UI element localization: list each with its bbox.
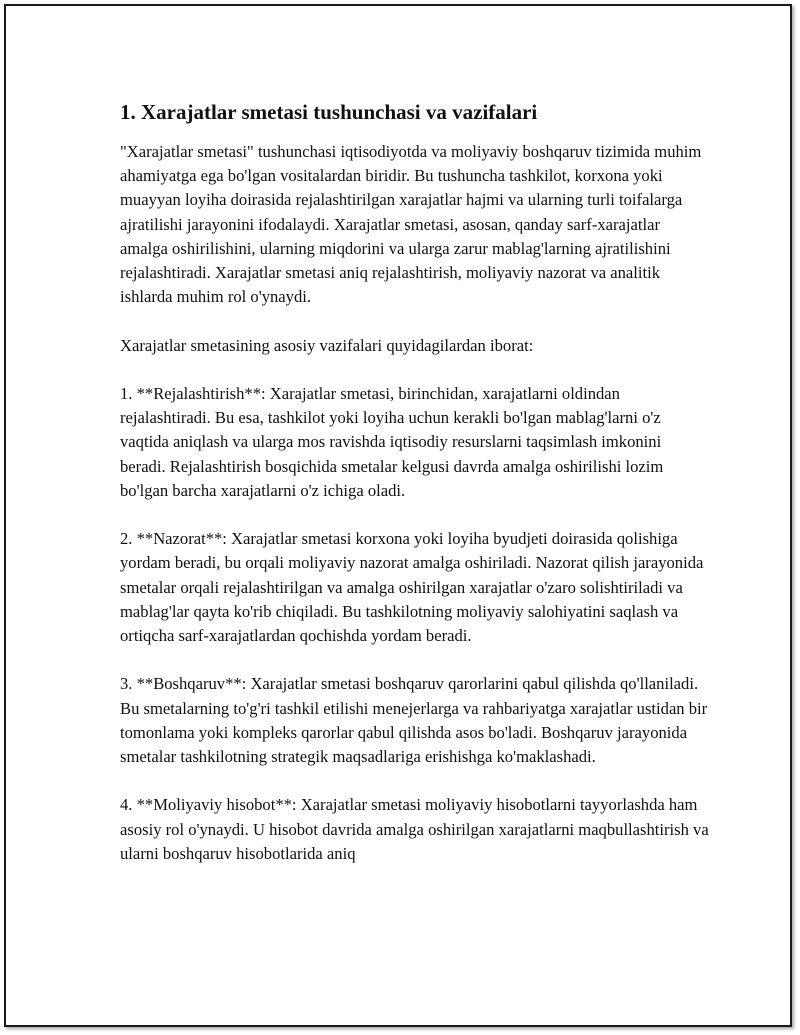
paragraph-control: 2. **Nazorat**: Xarajatlar smetasi korxona yoki loyiha byudjeti doirasida qolishiga yordam beradi, bu orqali moliyaviy nazorat amalga oshiriladi. Nazorat qilish jarayonida smetalar orqali rejalashtirilgan va amalga oshirilgan xarajatlar o'zaro solishtiriladi va mablag'lar qayta ko'rib chiqiladi. Bu tashkilotning moliyaviy salohiyatini saqlash va ortiqcha sarf-xarajatlardan qochishda yordam beradi. [120, 529, 704, 646]
document-page [4, 4, 792, 1027]
paragraph-financial-reporting: 4. **Moliyaviy hisobot**: Xarajatlar smetasi moliyaviy hisobotlarni tayyorlashda ham asosiy rol o'ynaydi. U hisobot davrida amalga oshirilgan xarajatlarni maqbullashtirish va ularni boshqaruv hisobotlarida aniq [120, 795, 709, 863]
paragraph-tasks-lead: Xarajatlar smetasining asosiy vazifalari quyidagilardan iborat: [120, 335, 534, 355]
paragraph-management: 3. **Boshqaruv**: Xarajatlar smetasi boshqaruv qarorlarini qabul qilishda qo'llaniladi. Bu smetalarning to'g'ri tashkil etilishi menejerlarga va rahbariyatga xarajatlar ustidan bir tomonlama yoki kompleks qarorlar qabul qilishda asos bo'ladi. Boshqaruv jarayonida smetalar tashkilotning strategik maqsadlariga erishishga ko'maklashadi. [120, 674, 708, 767]
section-heading: 1. Xarajatlar smetasi tushunchasi va vazifalari [120, 100, 538, 124]
paragraph-intro: "Xarajatlar smetasi" tushunchasi iqtisodiyotda va moliyaviy boshqaruv tizimida muhim ahamiyatga ega bo'lgan vositalardan biridir. Bu tushuncha tashkilot, korxona yoki muayyan loyiha doirasida rejalashtirilgan xarajatlar hajmi va ularning turli toifalarga ajratilishi jarayonini ifodalaydi. Xarajatlar smetasi, asosan, qanday sarf-xarajatlar amalga oshirilishini, ularning miqdorini va ularga zarur mablag'larning ajratilishini rejalashtiradi. Xarajatlar smetasi aniq rejalashtirish, moliyaviy nazorat va analitik ishlarda muhim rol o'ynaydi. [120, 142, 702, 307]
document-body [120, 98, 710, 890]
paragraph-planning: 1. **Rejalashtirish**: Xarajatlar smetasi, birinchidan, xarajatlarni oldindan rejalashtiradi. Bu esa, tashkilot yoki loyiha uchun kerakli bo'lgan mablag'larni o'z vaqtida aniqlash va ularga mos ravishda iqtisodiy resurslarni taqsimlash imkonini beradi. Rejalashtirish bosqichida smetalar kelgusi davrda amalga oshirilishi lozim bo'lgan barcha xarajatlarni o'z ichiga oladi. [120, 384, 664, 500]
